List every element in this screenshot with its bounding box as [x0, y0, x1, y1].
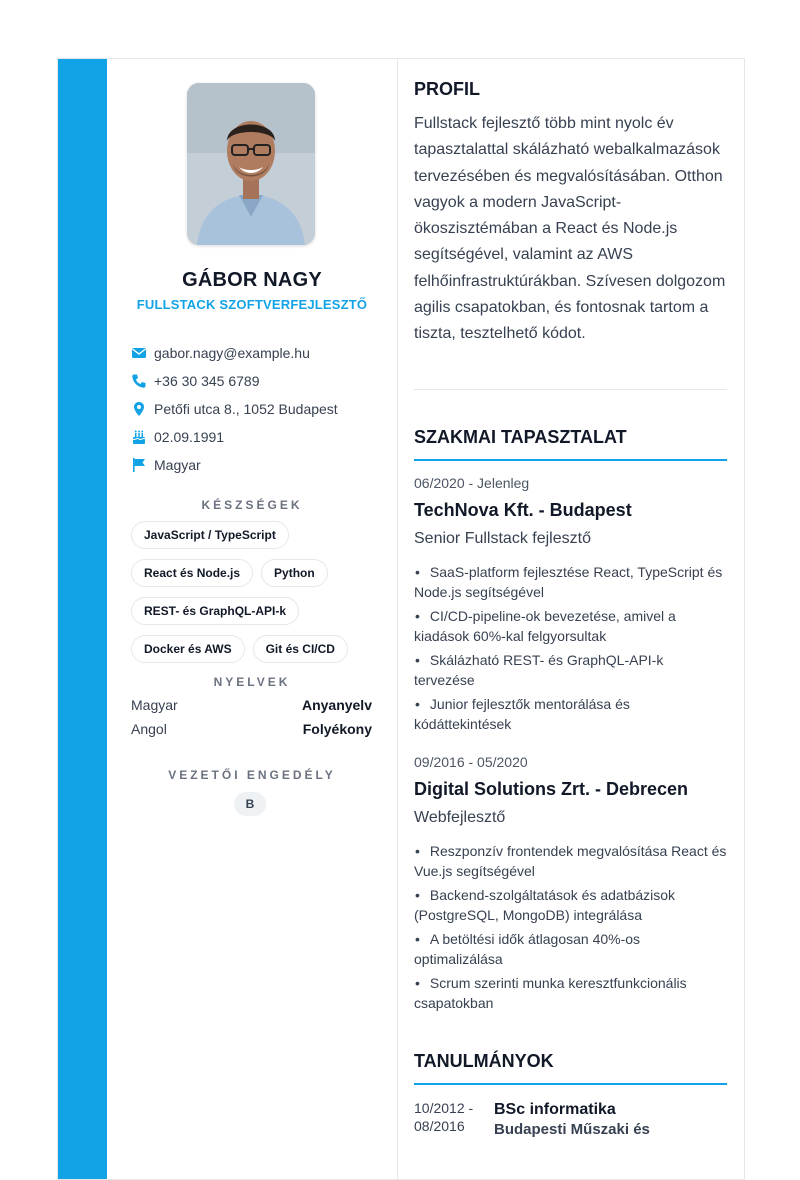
skill-chip: REST- és GraphQL-API-k [131, 597, 299, 625]
language-level: Folyékony [302, 721, 372, 737]
candidate-name: GÁBOR NAGY [182, 269, 322, 291]
job-bullets [414, 562, 727, 734]
job-bullet: • A betöltési idők átlagosan 40%-os optimalizálása [414, 929, 727, 969]
experience-heading: SZAKMAI TAPASZTALAT [414, 427, 627, 447]
skill-chip: React és Node.js [131, 559, 253, 587]
contact-phone[interactable] [131, 367, 381, 395]
job-company: Digital Solutions Zrt. - Debrecen [414, 779, 689, 799]
sidebar [107, 59, 398, 1179]
job-dates: 09/2016 - 05/2020 [414, 754, 528, 770]
languages-list [131, 697, 372, 745]
profile-photo [187, 83, 315, 245]
license-badge: B [234, 792, 266, 816]
language-name: Magyar [131, 697, 178, 713]
contact-phone-text: +36 30 345 6789 [154, 373, 260, 389]
job-bullet: • Junior fejlesztők mentorálása és kódáttekintések [414, 694, 727, 734]
job-bullet: • Backend-szolgáltatások és adatbázisok (PostgreSQL, MongoDB) integrálása [414, 885, 727, 925]
skill-chip: Git és CI/CD [253, 635, 348, 663]
contact-address-text: Petőfi utca 8., 1052 Budapest [154, 401, 338, 417]
contact-nationality [131, 451, 381, 479]
skill-chip: Python [261, 559, 328, 587]
job-entry [414, 754, 727, 1017]
job-dates: 06/2020 - Jelenleg [414, 475, 530, 491]
contact-email-text: gabor.nagy@example.hu [154, 345, 310, 361]
license-heading: VEZETŐI ENGEDÉLY [168, 768, 336, 782]
education-date-end: 08/2016 [414, 1118, 465, 1134]
education-heading: TANULMÁNYOK [414, 1051, 554, 1071]
education-school: Budapesti Műszaki és [494, 1121, 650, 1138]
phone-icon [131, 373, 147, 389]
education-degree: BSc informatika [494, 1101, 616, 1118]
divider [414, 389, 727, 390]
skills-list [131, 521, 381, 673]
map-pin-icon [131, 401, 147, 417]
skill-chip: JavaScript / TypeScript [131, 521, 289, 549]
contact-email[interactable] [131, 339, 381, 367]
section-underline [414, 1083, 727, 1085]
contact-nationality-text: Magyar [154, 457, 201, 473]
contact-birthdate-text: 02.09.1991 [154, 429, 225, 445]
birthday-cake-icon [131, 429, 147, 445]
job-bullets [414, 841, 727, 1013]
languages-heading: NYELVEK [213, 675, 291, 689]
skills-heading: KÉSZSÉGEK [201, 498, 303, 512]
language-row [131, 721, 372, 745]
education-date-start: 10/2012 - [414, 1100, 474, 1116]
language-level: Anyanyelv [301, 697, 372, 713]
education-dates [414, 1099, 494, 1138]
language-name: Angol [131, 721, 167, 737]
job-role: Webfejlesztő [414, 809, 506, 826]
job-company: TechNova Kft. - Budapest [414, 500, 632, 520]
resume-page [57, 58, 745, 1180]
skill-chip: Docker és AWS [131, 635, 245, 663]
contact-list [131, 339, 381, 479]
candidate-title: FULLSTACK SZOFTVERFEJLESZTŐ [136, 297, 368, 312]
job-bullet: • Scrum szerinti munka keresztfunkcionális csapatokban [414, 973, 727, 1013]
accent-bar [58, 59, 107, 1179]
job-entry [414, 475, 727, 738]
job-bullet: • Skálázható REST- és GraphQL-API-k tervezése [414, 650, 727, 690]
profile-heading: PROFIL [414, 79, 480, 99]
job-role: Senior Fullstack fejlesztő [414, 530, 591, 547]
language-row [131, 697, 372, 721]
job-bullet: • Reszponzív frontendek megvalósítása React és Vue.js segítségével [414, 841, 727, 881]
education-entry [414, 1099, 727, 1138]
job-bullet: • SaaS-platform fejlesztése React, TypeScript és Node.js segítségével [414, 562, 727, 602]
flag-icon [131, 457, 147, 473]
envelope-icon [131, 345, 147, 361]
section-underline [414, 459, 727, 461]
contact-birthdate [131, 423, 381, 451]
profile-text: Fullstack fejlesztő több mint nyolc év tapasztalattal skálázható webalkalmazások tervezésében és megvalósításában. Otthon vagyok a modern JavaScript-ökoszisztémában a React és Node.js segítségével, valamint az AWS felhőinfrastruktúrákban. Szívesen dolgozom agilis csapatokban, és fontosnak tartom a tiszta, tesztelhető kódot. [414, 115, 726, 343]
job-bullet: • CI/CD-pipeline-ok bevezetése, amivel a kiadások 60%-kal felgyorsultak [414, 606, 727, 646]
contact-address [131, 395, 381, 423]
